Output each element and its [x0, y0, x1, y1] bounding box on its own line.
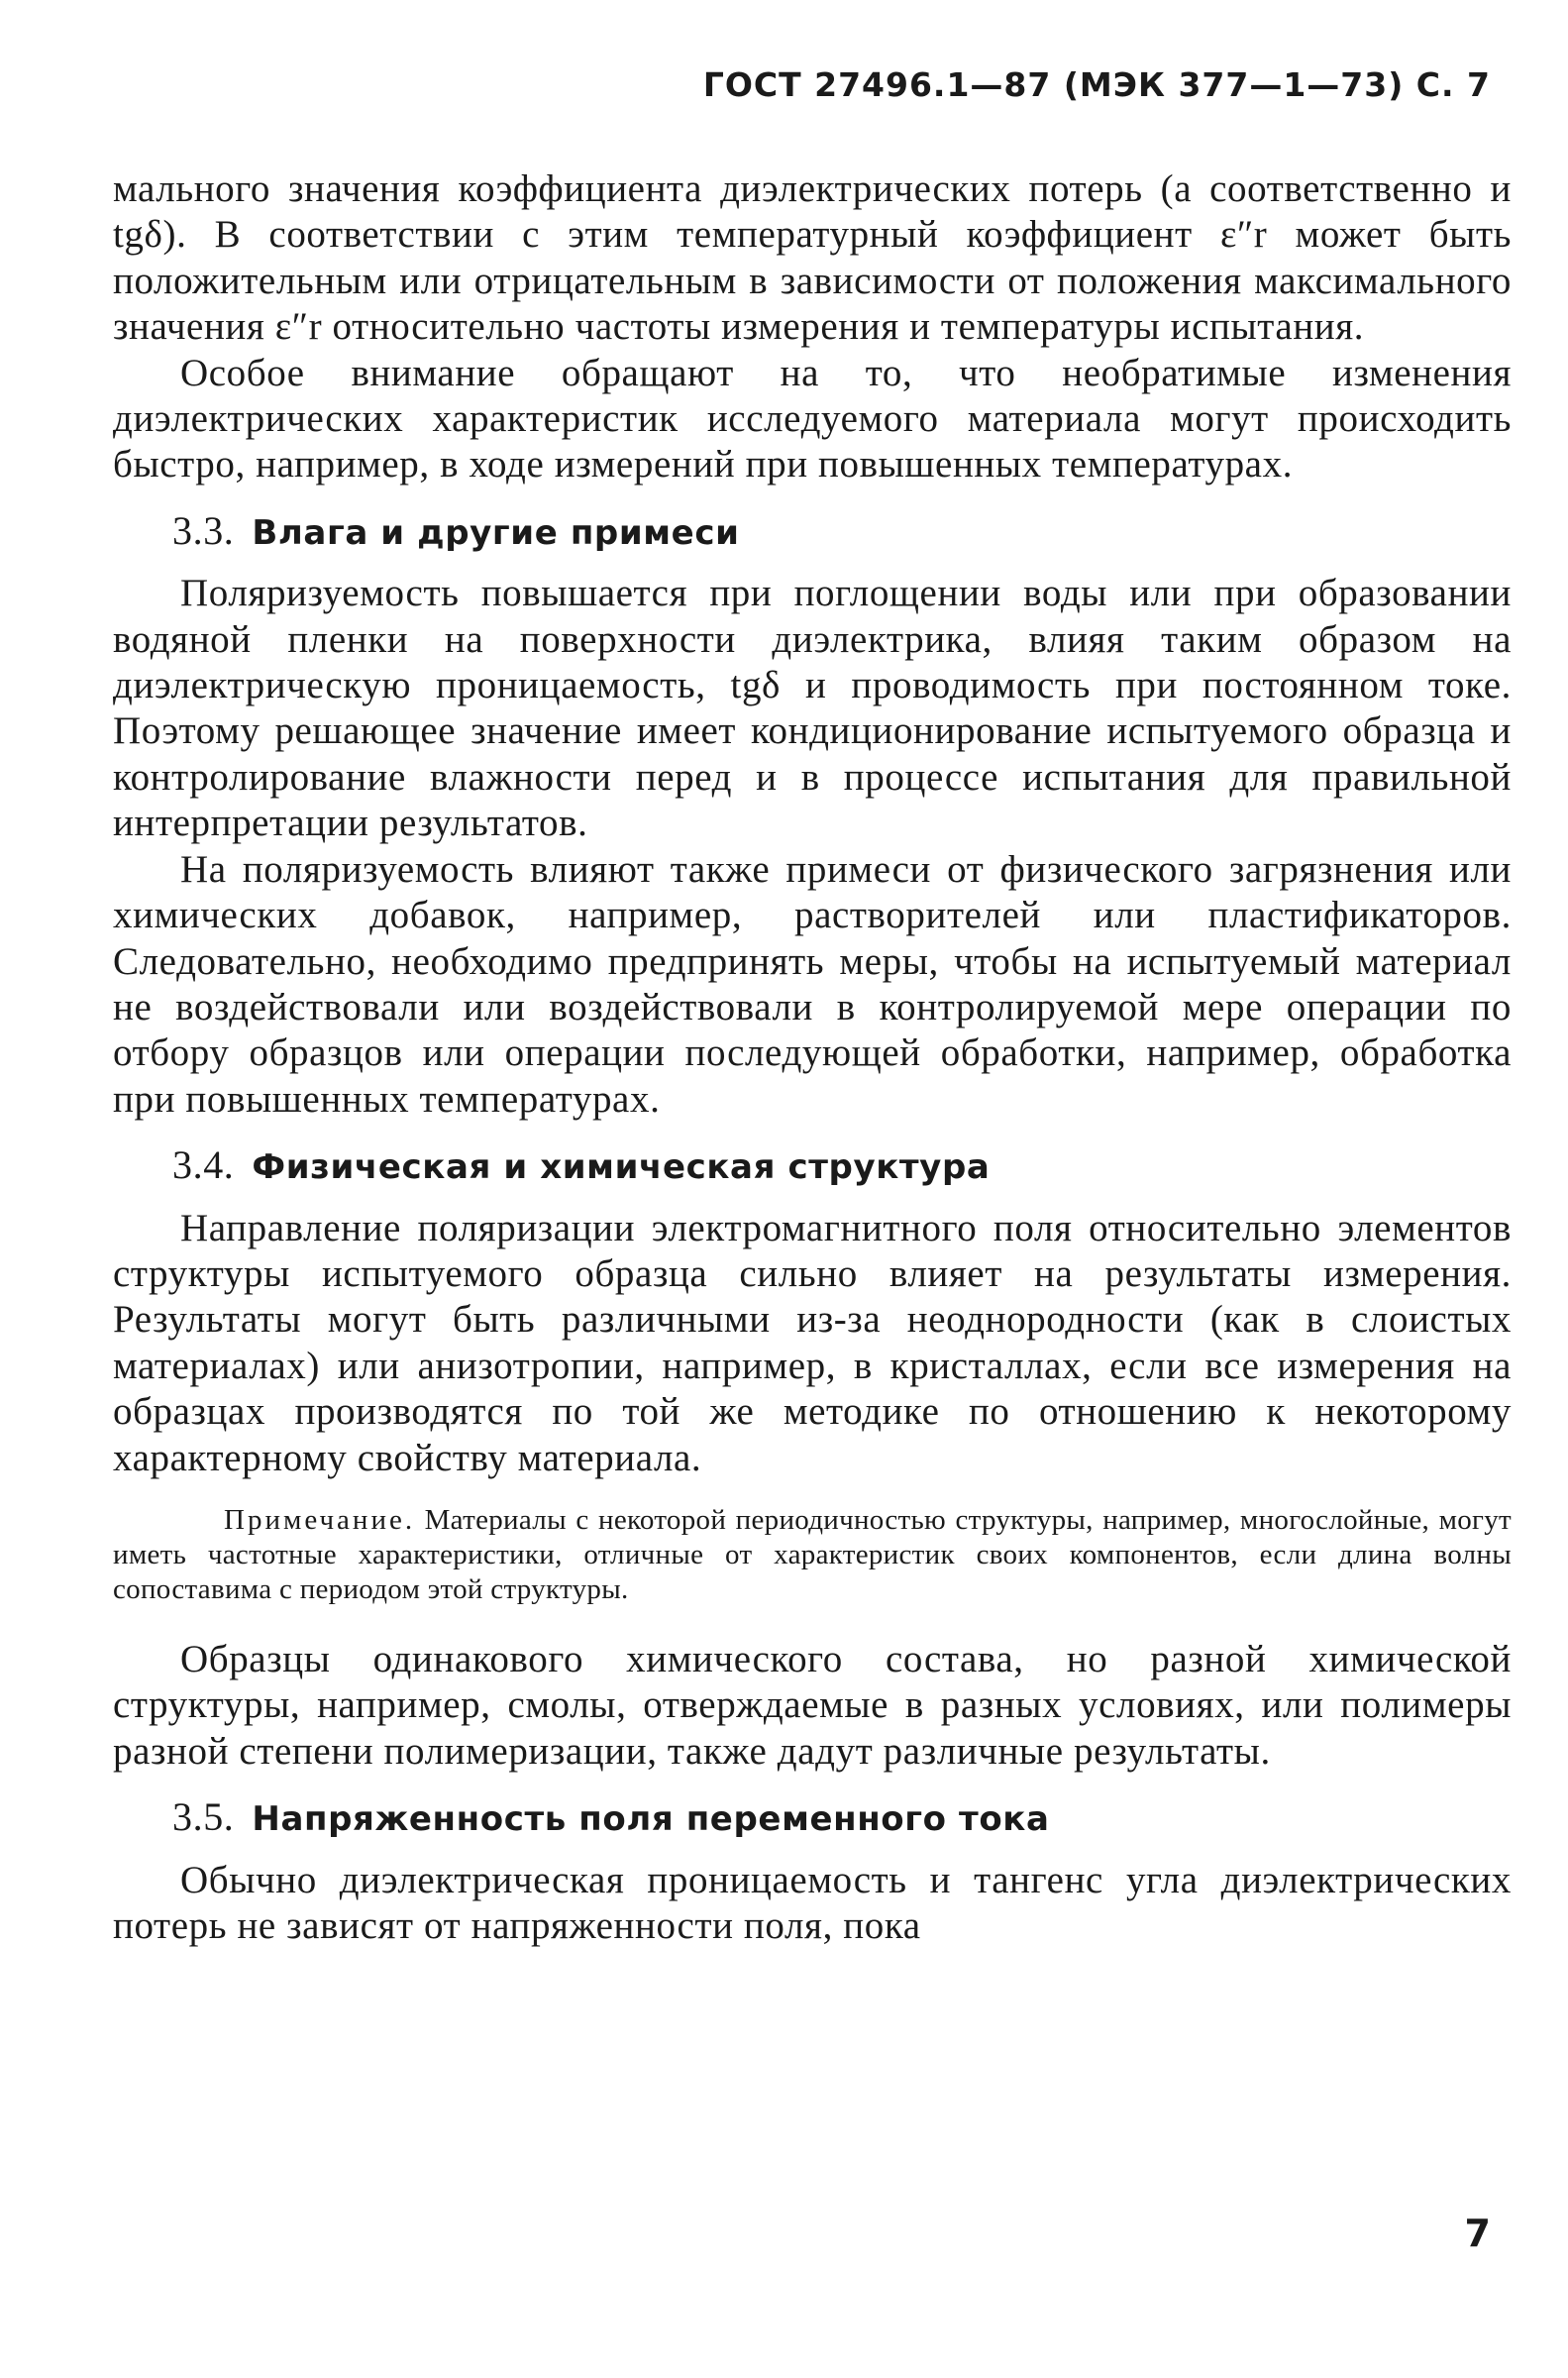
running-header: ГОСТ 27496.1—87 (МЭК 377—1—73) С. 7 [702, 65, 1491, 104]
note-text: Материалы с некоторой периодичностью структуры, например, многослойные, могут иметь частотные характеристики, отличные от характеристик своих компонентов, если длина волны сопоставима с периодом этой структуры. [113, 1503, 1512, 1605]
section-heading [172, 1142, 1512, 1190]
page-body [113, 166, 1512, 1949]
paragraph-continuation: мального значения коэффициента диэлектрических потерь (а соответственно и tgδ). В соответствии с этим температурный коэффициент ε″r может быть положительным или отрицательным в зависимости от положения максимального значения ε″r относительно частоты измерения и температуры испытания. [113, 167, 1512, 349]
section-number: 3.4. [172, 1142, 235, 1188]
section-heading [172, 508, 1512, 556]
section-title: Влага и другие примеси [252, 512, 740, 553]
section-title: Физическая и химическая структура [252, 1147, 991, 1188]
paragraph: Особое внимание обращают на то, что необратимые изменения диэлектрических характеристик исследуемого материала могут происходить быстро, например, в ходе измерений при повышенных температурах. [113, 351, 1512, 486]
paragraph: Поляризуемость повышается при поглощении воды или при образовании водяной пленки на поверхности диэлектрика, влияя таким образом на диэлектрическую проницаемость, tgδ и проводимость при постоянном токе. Поэтому решающее значение имеет кондиционирование испытуемого образца и контролирование влажности перед и в процессе испытания для правильной интерпретации результатов. [113, 572, 1512, 845]
paragraph: На поляризуемость влияют также примеси от физического загрязнения или химических добавок, например, растворителей или пластификаторов. Следовательно, необходимо предпринять меры, чтобы на испытуемый материал не воздействовали или воздействовали в контролируемой мере операции по отбору образцов или операции последующей обработки, например, обработка при повышенных температурах. [113, 847, 1512, 1121]
section-number: 3.5. [172, 1794, 235, 1840]
note-label: Примечание. [224, 1503, 416, 1536]
section-heading [172, 1794, 1512, 1842]
paragraph: Направление поляризации электромагнитного поля относительно элементов структуры испытуемого образца сильно влияет на результаты измерения. Результаты могут быть различными из-за неоднородности (как в слоистых материалах) или анизотропии, например, в кристаллах, если все измерения на образцах производятся по той же методике по отношению к некоторому характерному свойству материала. [113, 1206, 1512, 1479]
paragraph: Образцы одинакового химического состава, но разной химической структуры, например, смолы, отверждаемые в разных условиях, или полимеры разной степени полимеризации, также дадут различные результаты. [113, 1637, 1512, 1773]
section-title: Напряженность поля переменного тока [252, 1799, 1050, 1840]
section-number: 3.3. [172, 507, 235, 553]
paragraph: Обычно диэлектрическая проницаемость и тангенс угла диэлектрических потерь не зависят от напряженности поля, пока [113, 1858, 1512, 1947]
page-number: 7 [1464, 2212, 1491, 2255]
note [113, 1503, 1512, 1607]
